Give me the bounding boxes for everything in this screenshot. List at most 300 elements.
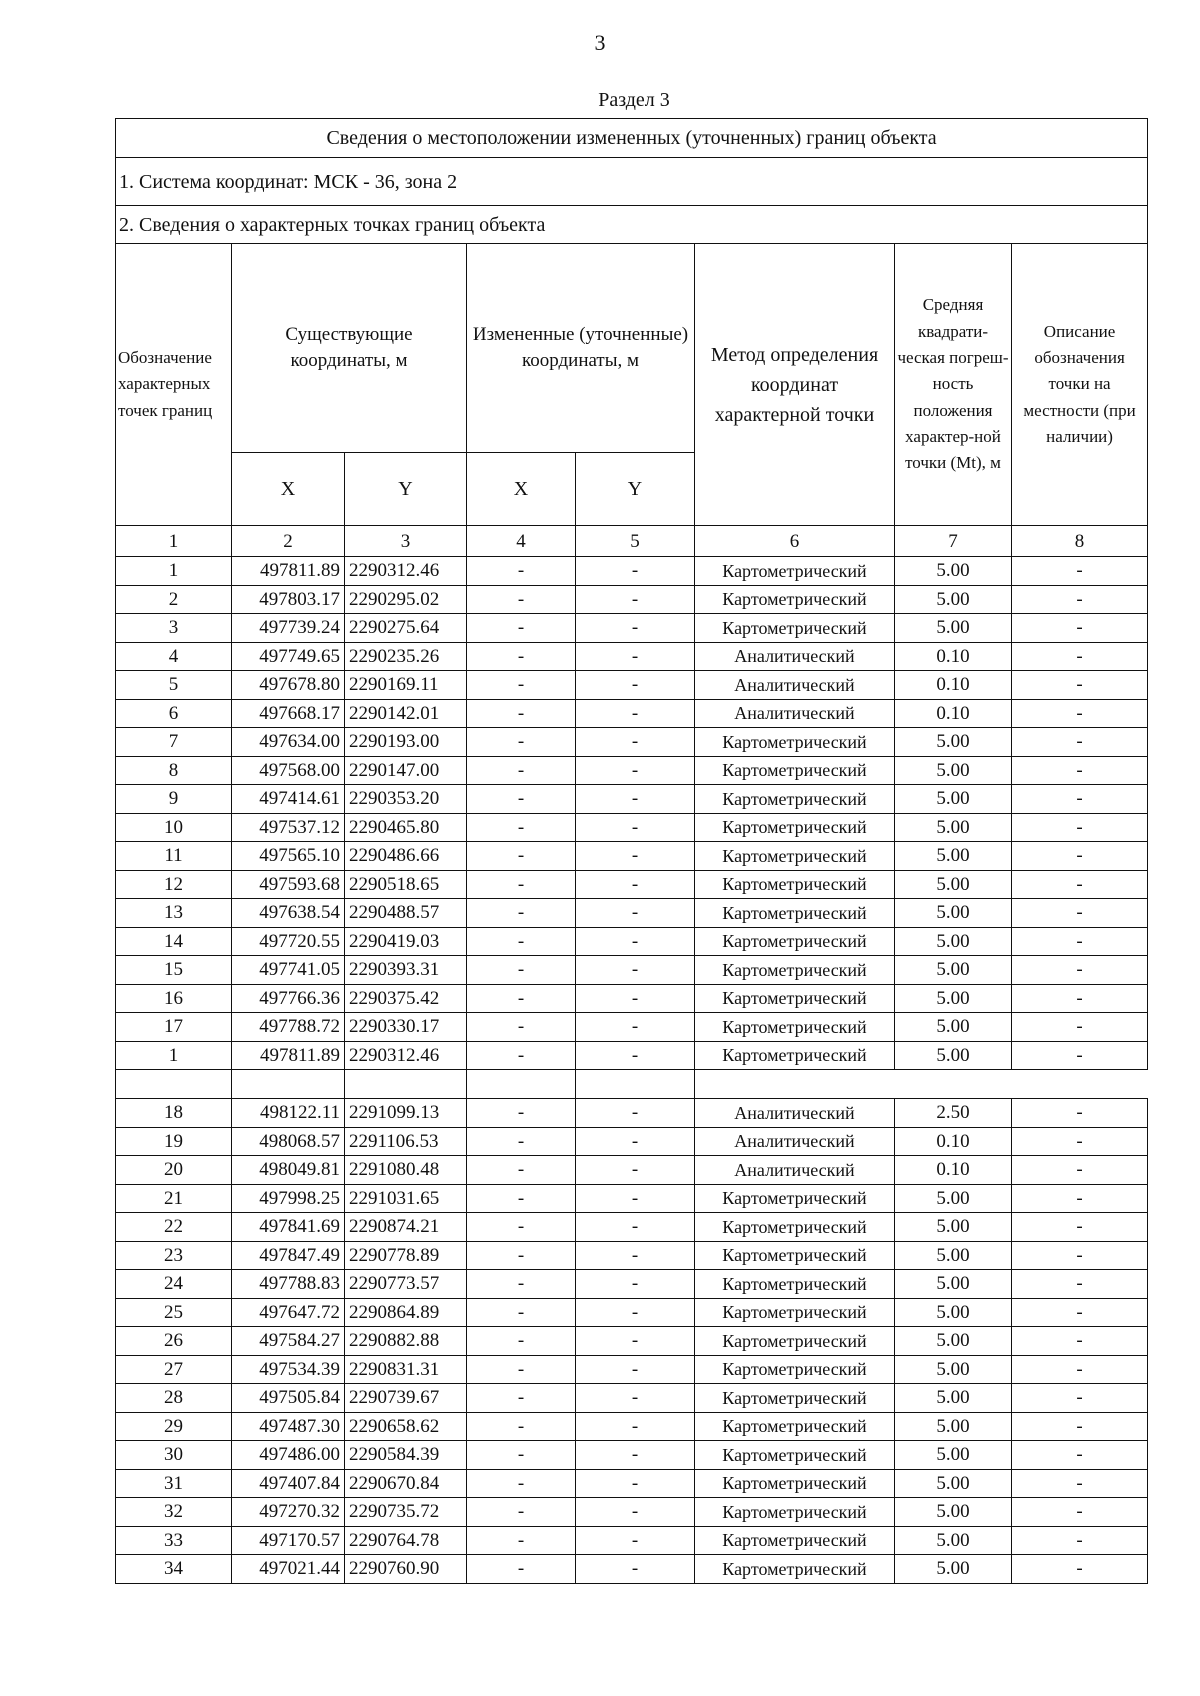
cell-existing-y: 2290584.39 bbox=[345, 1441, 467, 1470]
cell-changed-y: - bbox=[576, 1156, 695, 1185]
cell-method: Аналитический bbox=[695, 1127, 895, 1156]
cell-point-number: 25 bbox=[116, 1298, 232, 1327]
table-row bbox=[116, 927, 1148, 956]
cell-mean-error: 0.10 bbox=[895, 1127, 1012, 1156]
cell-existing-x: 497486.00 bbox=[232, 1441, 345, 1470]
table-title: Сведения о местоположении измененных (уточненных) границ объекта bbox=[116, 119, 1148, 158]
cell-changed-y: - bbox=[576, 557, 695, 586]
cell-description: - bbox=[1012, 1127, 1148, 1156]
separator-row bbox=[116, 1070, 1148, 1099]
cell-changed-x: - bbox=[467, 1555, 576, 1584]
table-row bbox=[116, 1412, 1148, 1441]
cell-changed-x: - bbox=[467, 614, 576, 643]
cell-existing-x: 497638.54 bbox=[232, 899, 345, 928]
cell-point-number: 14 bbox=[116, 927, 232, 956]
cell-existing-x: 497788.83 bbox=[232, 1270, 345, 1299]
table-row bbox=[116, 785, 1148, 814]
cell-mean-error: 5.00 bbox=[895, 1041, 1012, 1070]
table-row bbox=[116, 614, 1148, 643]
cell-method: Аналитический bbox=[695, 1099, 895, 1128]
cell-description: - bbox=[1012, 1041, 1148, 1070]
cell-method: Картометрический bbox=[695, 984, 895, 1013]
header-method: Метод определения координат характерной точки bbox=[695, 244, 895, 526]
cell-description: - bbox=[1012, 1213, 1148, 1242]
table-row bbox=[116, 1498, 1148, 1527]
cell-point-number: 1 bbox=[116, 557, 232, 586]
cell-existing-x: 497487.30 bbox=[232, 1412, 345, 1441]
cell-method: Картометрический bbox=[695, 1441, 895, 1470]
cell-changed-y: - bbox=[576, 899, 695, 928]
points-section-header: 2. Сведения о характерных точках границ объекта bbox=[116, 206, 1148, 244]
cell-description: - bbox=[1012, 1412, 1148, 1441]
cell-point-number: 21 bbox=[116, 1184, 232, 1213]
cell-changed-x: - bbox=[467, 1441, 576, 1470]
cell-existing-y: 2291099.13 bbox=[345, 1099, 467, 1128]
cell-changed-y: - bbox=[576, 699, 695, 728]
table-row bbox=[116, 1099, 1148, 1128]
cell-description: - bbox=[1012, 956, 1148, 985]
empty-cell bbox=[116, 1070, 232, 1099]
table-row bbox=[116, 756, 1148, 785]
page-number: 3 bbox=[594, 30, 606, 55]
cell-existing-x: 497841.69 bbox=[232, 1213, 345, 1242]
cell-description: - bbox=[1012, 728, 1148, 757]
cell-method: Аналитический bbox=[695, 1156, 895, 1185]
cell-mean-error: 5.00 bbox=[895, 927, 1012, 956]
cell-method: Картометрический bbox=[695, 1013, 895, 1042]
cell-changed-x: - bbox=[467, 699, 576, 728]
empty-cell bbox=[467, 1070, 576, 1099]
cell-method: Картометрический bbox=[695, 842, 895, 871]
cell-existing-x: 497584.27 bbox=[232, 1327, 345, 1356]
cell-point-number: 18 bbox=[116, 1099, 232, 1128]
cell-description: - bbox=[1012, 671, 1148, 700]
cell-existing-x: 497568.00 bbox=[232, 756, 345, 785]
cell-method: Аналитический bbox=[695, 671, 895, 700]
cell-mean-error: 5.00 bbox=[895, 585, 1012, 614]
cell-point-number: 8 bbox=[116, 756, 232, 785]
cell-existing-y: 2290295.02 bbox=[345, 585, 467, 614]
cell-existing-y: 2290882.88 bbox=[345, 1327, 467, 1356]
cell-description: - bbox=[1012, 1355, 1148, 1384]
cell-existing-x: 498122.11 bbox=[232, 1099, 345, 1128]
table-row bbox=[116, 585, 1148, 614]
column-number: 3 bbox=[345, 526, 467, 557]
cell-description: - bbox=[1012, 1156, 1148, 1185]
column-number: 5 bbox=[576, 526, 695, 557]
cell-existing-x: 497741.05 bbox=[232, 956, 345, 985]
cell-existing-x: 497811.89 bbox=[232, 1041, 345, 1070]
table-row bbox=[116, 1384, 1148, 1413]
cell-existing-y: 2291080.48 bbox=[345, 1156, 467, 1185]
cell-point-number: 23 bbox=[116, 1241, 232, 1270]
cell-mean-error: 5.00 bbox=[895, 557, 1012, 586]
cell-mean-error: 5.00 bbox=[895, 614, 1012, 643]
cell-method: Картометрический bbox=[695, 1355, 895, 1384]
cell-changed-x: - bbox=[467, 785, 576, 814]
cell-method: Картометрический bbox=[695, 899, 895, 928]
header-existing-y: Y bbox=[345, 453, 467, 526]
cell-existing-x: 497021.44 bbox=[232, 1555, 345, 1584]
header-description: Описание обозначения точки на местности (при наличии) bbox=[1012, 244, 1148, 526]
cell-method: Картометрический bbox=[695, 1270, 895, 1299]
table-row bbox=[116, 728, 1148, 757]
cell-changed-y: - bbox=[576, 1412, 695, 1441]
cell-point-number: 7 bbox=[116, 728, 232, 757]
cell-existing-y: 2290488.57 bbox=[345, 899, 467, 928]
cell-mean-error: 5.00 bbox=[895, 899, 1012, 928]
cell-description: - bbox=[1012, 557, 1148, 586]
cell-mean-error: 5.00 bbox=[895, 1013, 1012, 1042]
cell-point-number: 33 bbox=[116, 1526, 232, 1555]
cell-method: Картометрический bbox=[695, 1327, 895, 1356]
table-row bbox=[116, 984, 1148, 1013]
cell-mean-error: 5.00 bbox=[895, 1213, 1012, 1242]
cell-existing-x: 497407.84 bbox=[232, 1469, 345, 1498]
cell-changed-y: - bbox=[576, 1469, 695, 1498]
cell-existing-y: 2290874.21 bbox=[345, 1213, 467, 1242]
cell-existing-y: 2290312.46 bbox=[345, 1041, 467, 1070]
empty-cell bbox=[345, 1070, 467, 1099]
cell-description: - bbox=[1012, 899, 1148, 928]
table-row bbox=[116, 557, 1148, 586]
cell-existing-y: 2290193.00 bbox=[345, 728, 467, 757]
cell-point-number: 3 bbox=[116, 614, 232, 643]
table-row bbox=[116, 642, 1148, 671]
cell-mean-error: 5.00 bbox=[895, 842, 1012, 871]
table-row bbox=[116, 1241, 1148, 1270]
cell-mean-error: 5.00 bbox=[895, 1469, 1012, 1498]
cell-changed-y: - bbox=[576, 1526, 695, 1555]
table-row bbox=[116, 1441, 1148, 1470]
cell-existing-y: 2290735.72 bbox=[345, 1498, 467, 1527]
column-number: 8 bbox=[1012, 526, 1148, 557]
cell-changed-x: - bbox=[467, 1355, 576, 1384]
cell-existing-y: 2291106.53 bbox=[345, 1127, 467, 1156]
table-row bbox=[116, 1213, 1148, 1242]
cell-changed-y: - bbox=[576, 984, 695, 1013]
cell-changed-y: - bbox=[576, 585, 695, 614]
cell-changed-x: - bbox=[467, 842, 576, 871]
cell-existing-y: 2290142.01 bbox=[345, 699, 467, 728]
cell-existing-x: 497565.10 bbox=[232, 842, 345, 871]
cell-existing-x: 497634.00 bbox=[232, 728, 345, 757]
cell-point-number: 28 bbox=[116, 1384, 232, 1413]
table-row bbox=[116, 1469, 1148, 1498]
cell-description: - bbox=[1012, 1526, 1148, 1555]
cell-changed-x: - bbox=[467, 1270, 576, 1299]
cell-mean-error: 5.00 bbox=[895, 1526, 1012, 1555]
header-changed-y: Y bbox=[576, 453, 695, 526]
cell-mean-error: 0.10 bbox=[895, 699, 1012, 728]
cell-changed-x: - bbox=[467, 1127, 576, 1156]
cell-existing-y: 2290419.03 bbox=[345, 927, 467, 956]
cell-changed-x: - bbox=[467, 870, 576, 899]
cell-method: Картометрический bbox=[695, 1555, 895, 1584]
cell-mean-error: 5.00 bbox=[895, 1184, 1012, 1213]
cell-changed-y: - bbox=[576, 813, 695, 842]
cell-existing-x: 497766.36 bbox=[232, 984, 345, 1013]
cell-point-number: 2 bbox=[116, 585, 232, 614]
cell-changed-x: - bbox=[467, 756, 576, 785]
cell-changed-y: - bbox=[576, 1127, 695, 1156]
cell-existing-y: 2290773.57 bbox=[345, 1270, 467, 1299]
section-label: Раздел 3 bbox=[598, 89, 670, 111]
table-row bbox=[116, 842, 1148, 871]
cell-changed-y: - bbox=[576, 614, 695, 643]
cell-point-number: 34 bbox=[116, 1555, 232, 1584]
cell-mean-error: 5.00 bbox=[895, 785, 1012, 814]
cell-point-number: 9 bbox=[116, 785, 232, 814]
cell-point-number: 15 bbox=[116, 956, 232, 985]
cell-point-number: 31 bbox=[116, 1469, 232, 1498]
cell-method: Картометрический bbox=[695, 614, 895, 643]
cell-description: - bbox=[1012, 785, 1148, 814]
cell-existing-x: 497749.65 bbox=[232, 642, 345, 671]
boundary-points-table bbox=[115, 118, 1148, 1584]
cell-changed-y: - bbox=[576, 1184, 695, 1213]
cell-existing-y: 2290764.78 bbox=[345, 1526, 467, 1555]
cell-description: - bbox=[1012, 756, 1148, 785]
cell-description: - bbox=[1012, 1384, 1148, 1413]
cell-mean-error: 5.00 bbox=[895, 984, 1012, 1013]
cell-point-number: 17 bbox=[116, 1013, 232, 1042]
cell-description: - bbox=[1012, 1327, 1148, 1356]
cell-existing-x: 497720.55 bbox=[232, 927, 345, 956]
cell-method: Картометрический bbox=[695, 870, 895, 899]
table-row bbox=[116, 956, 1148, 985]
cell-method: Аналитический bbox=[695, 699, 895, 728]
cell-method: Картометрический bbox=[695, 557, 895, 586]
cell-existing-x: 497668.17 bbox=[232, 699, 345, 728]
cell-existing-x: 497739.24 bbox=[232, 614, 345, 643]
cell-description: - bbox=[1012, 585, 1148, 614]
cell-changed-x: - bbox=[467, 1184, 576, 1213]
table-row bbox=[116, 1127, 1148, 1156]
cell-point-number: 16 bbox=[116, 984, 232, 1013]
cell-point-number: 12 bbox=[116, 870, 232, 899]
cell-changed-y: - bbox=[576, 1355, 695, 1384]
table-row bbox=[116, 699, 1148, 728]
cell-existing-y: 2290235.26 bbox=[345, 642, 467, 671]
cell-description: - bbox=[1012, 1241, 1148, 1270]
cell-existing-x: 497505.84 bbox=[232, 1384, 345, 1413]
cell-existing-y: 2290312.46 bbox=[345, 557, 467, 586]
cell-description: - bbox=[1012, 984, 1148, 1013]
cell-changed-x: - bbox=[467, 1099, 576, 1128]
cell-description: - bbox=[1012, 927, 1148, 956]
cell-changed-y: - bbox=[576, 1498, 695, 1527]
cell-mean-error: 5.00 bbox=[895, 1441, 1012, 1470]
cell-changed-y: - bbox=[576, 927, 695, 956]
cell-description: - bbox=[1012, 699, 1148, 728]
cell-description: - bbox=[1012, 870, 1148, 899]
cell-mean-error: 5.00 bbox=[895, 1241, 1012, 1270]
cell-method: Картометрический bbox=[695, 1184, 895, 1213]
cell-point-number: 26 bbox=[116, 1327, 232, 1356]
cell-existing-x: 498068.57 bbox=[232, 1127, 345, 1156]
cell-mean-error: 5.00 bbox=[895, 1298, 1012, 1327]
cell-method: Картометрический bbox=[695, 1213, 895, 1242]
cell-changed-y: - bbox=[576, 1298, 695, 1327]
cell-existing-x: 497811.89 bbox=[232, 557, 345, 586]
cell-existing-x: 497170.57 bbox=[232, 1526, 345, 1555]
cell-changed-y: - bbox=[576, 1327, 695, 1356]
cell-description: - bbox=[1012, 1099, 1148, 1128]
cell-existing-y: 2290831.31 bbox=[345, 1355, 467, 1384]
cell-point-number: 20 bbox=[116, 1156, 232, 1185]
table-row bbox=[116, 1184, 1148, 1213]
cell-changed-x: - bbox=[467, 1469, 576, 1498]
cell-existing-y: 2290465.80 bbox=[345, 813, 467, 842]
table-row bbox=[116, 1327, 1148, 1356]
cell-existing-y: 2290330.17 bbox=[345, 1013, 467, 1042]
cell-point-number: 22 bbox=[116, 1213, 232, 1242]
cell-changed-x: - bbox=[467, 1013, 576, 1042]
cell-method: Картометрический bbox=[695, 1041, 895, 1070]
cell-changed-y: - bbox=[576, 785, 695, 814]
cell-mean-error: 0.10 bbox=[895, 671, 1012, 700]
cell-changed-y: - bbox=[576, 1213, 695, 1242]
cell-changed-y: - bbox=[576, 1099, 695, 1128]
cell-existing-y: 2290778.89 bbox=[345, 1241, 467, 1270]
cell-description: - bbox=[1012, 1555, 1148, 1584]
cell-existing-y: 2290169.11 bbox=[345, 671, 467, 700]
table-row bbox=[116, 899, 1148, 928]
cell-existing-x: 497414.61 bbox=[232, 785, 345, 814]
cell-changed-y: - bbox=[576, 728, 695, 757]
empty-cell bbox=[232, 1070, 345, 1099]
cell-point-number: 4 bbox=[116, 642, 232, 671]
empty-cell bbox=[695, 1070, 1148, 1099]
cell-existing-x: 497803.17 bbox=[232, 585, 345, 614]
cell-changed-y: - bbox=[576, 642, 695, 671]
cell-changed-x: - bbox=[467, 813, 576, 842]
cell-changed-y: - bbox=[576, 1241, 695, 1270]
cell-existing-y: 2290486.66 bbox=[345, 842, 467, 871]
cell-mean-error: 0.10 bbox=[895, 642, 1012, 671]
cell-existing-y: 2290658.62 bbox=[345, 1412, 467, 1441]
cell-changed-x: - bbox=[467, 1156, 576, 1185]
cell-mean-error: 5.00 bbox=[895, 728, 1012, 757]
cell-changed-y: - bbox=[576, 956, 695, 985]
table-row bbox=[116, 1013, 1148, 1042]
table-row bbox=[116, 671, 1148, 700]
cell-existing-y: 2290670.84 bbox=[345, 1469, 467, 1498]
table-row bbox=[116, 813, 1148, 842]
cell-existing-y: 2290147.00 bbox=[345, 756, 467, 785]
cell-changed-x: - bbox=[467, 728, 576, 757]
cell-description: - bbox=[1012, 1013, 1148, 1042]
cell-mean-error: 5.00 bbox=[895, 956, 1012, 985]
cell-mean-error: 5.00 bbox=[895, 1327, 1012, 1356]
cell-description: - bbox=[1012, 642, 1148, 671]
cell-description: - bbox=[1012, 614, 1148, 643]
cell-method: Картометрический bbox=[695, 728, 895, 757]
cell-method: Картометрический bbox=[695, 585, 895, 614]
cell-mean-error: 5.00 bbox=[895, 1555, 1012, 1584]
table-row bbox=[116, 1555, 1148, 1584]
cell-existing-x: 498049.81 bbox=[232, 1156, 345, 1185]
cell-changed-y: - bbox=[576, 842, 695, 871]
cell-method: Картометрический bbox=[695, 1384, 895, 1413]
cell-changed-y: - bbox=[576, 870, 695, 899]
cell-mean-error: 5.00 bbox=[895, 1384, 1012, 1413]
cell-description: - bbox=[1012, 1298, 1148, 1327]
table-row bbox=[116, 1355, 1148, 1384]
cell-changed-x: - bbox=[467, 1526, 576, 1555]
header-mean-error: Средняя квадрати-ческая погреш-ность положения характер-ной точки (Mt), м bbox=[895, 244, 1012, 526]
cell-point-number: 29 bbox=[116, 1412, 232, 1441]
cell-point-number: 10 bbox=[116, 813, 232, 842]
cell-method: Картометрический bbox=[695, 813, 895, 842]
cell-method: Картометрический bbox=[695, 1412, 895, 1441]
cell-changed-y: - bbox=[576, 1384, 695, 1413]
cell-method: Картометрический bbox=[695, 1469, 895, 1498]
cell-method: Картометрический bbox=[695, 1241, 895, 1270]
cell-changed-y: - bbox=[576, 1441, 695, 1470]
cell-point-number: 30 bbox=[116, 1441, 232, 1470]
cell-point-number: 5 bbox=[116, 671, 232, 700]
cell-method: Картометрический bbox=[695, 1498, 895, 1527]
cell-method: Аналитический bbox=[695, 642, 895, 671]
column-number: 7 bbox=[895, 526, 1012, 557]
cell-description: - bbox=[1012, 813, 1148, 842]
header-existing-x: X bbox=[232, 453, 345, 526]
cell-existing-y: 2291031.65 bbox=[345, 1184, 467, 1213]
table-row bbox=[116, 1041, 1148, 1070]
cell-changed-x: - bbox=[467, 956, 576, 985]
column-number: 1 bbox=[116, 526, 232, 557]
cell-existing-x: 497847.49 bbox=[232, 1241, 345, 1270]
cell-mean-error: 5.00 bbox=[895, 813, 1012, 842]
cell-changed-x: - bbox=[467, 557, 576, 586]
header-existing-coords: Существующие координаты, м bbox=[232, 244, 467, 453]
cell-mean-error: 5.00 bbox=[895, 1270, 1012, 1299]
header-point-designation: Обозначение характерных точек границ bbox=[116, 244, 232, 526]
cell-changed-y: - bbox=[576, 756, 695, 785]
cell-existing-y: 2290375.42 bbox=[345, 984, 467, 1013]
cell-method: Картометрический bbox=[695, 785, 895, 814]
cell-changed-x: - bbox=[467, 1384, 576, 1413]
cell-point-number: 32 bbox=[116, 1498, 232, 1527]
cell-method: Картометрический bbox=[695, 956, 895, 985]
cell-existing-x: 497998.25 bbox=[232, 1184, 345, 1213]
cell-changed-x: - bbox=[467, 899, 576, 928]
cell-mean-error: 5.00 bbox=[895, 1412, 1012, 1441]
cell-changed-x: - bbox=[467, 984, 576, 1013]
cell-mean-error: 5.00 bbox=[895, 756, 1012, 785]
cell-existing-x: 497534.39 bbox=[232, 1355, 345, 1384]
cell-point-number: 1 bbox=[116, 1041, 232, 1070]
cell-changed-x: - bbox=[467, 1498, 576, 1527]
cell-existing-y: 2290275.64 bbox=[345, 614, 467, 643]
cell-method: Картометрический bbox=[695, 1298, 895, 1327]
cell-description: - bbox=[1012, 1469, 1148, 1498]
coordinate-system: 1. Система координат: МСК - 36, зона 2 bbox=[116, 158, 1148, 206]
cell-changed-y: - bbox=[576, 1013, 695, 1042]
cell-existing-y: 2290518.65 bbox=[345, 870, 467, 899]
cell-mean-error: 0.10 bbox=[895, 1156, 1012, 1185]
cell-changed-x: - bbox=[467, 671, 576, 700]
cell-method: Картометрический bbox=[695, 756, 895, 785]
cell-mean-error: 5.00 bbox=[895, 870, 1012, 899]
cell-point-number: 27 bbox=[116, 1355, 232, 1384]
cell-mean-error: 5.00 bbox=[895, 1498, 1012, 1527]
cell-existing-x: 497788.72 bbox=[232, 1013, 345, 1042]
cell-point-number: 19 bbox=[116, 1127, 232, 1156]
cell-changed-x: - bbox=[467, 642, 576, 671]
